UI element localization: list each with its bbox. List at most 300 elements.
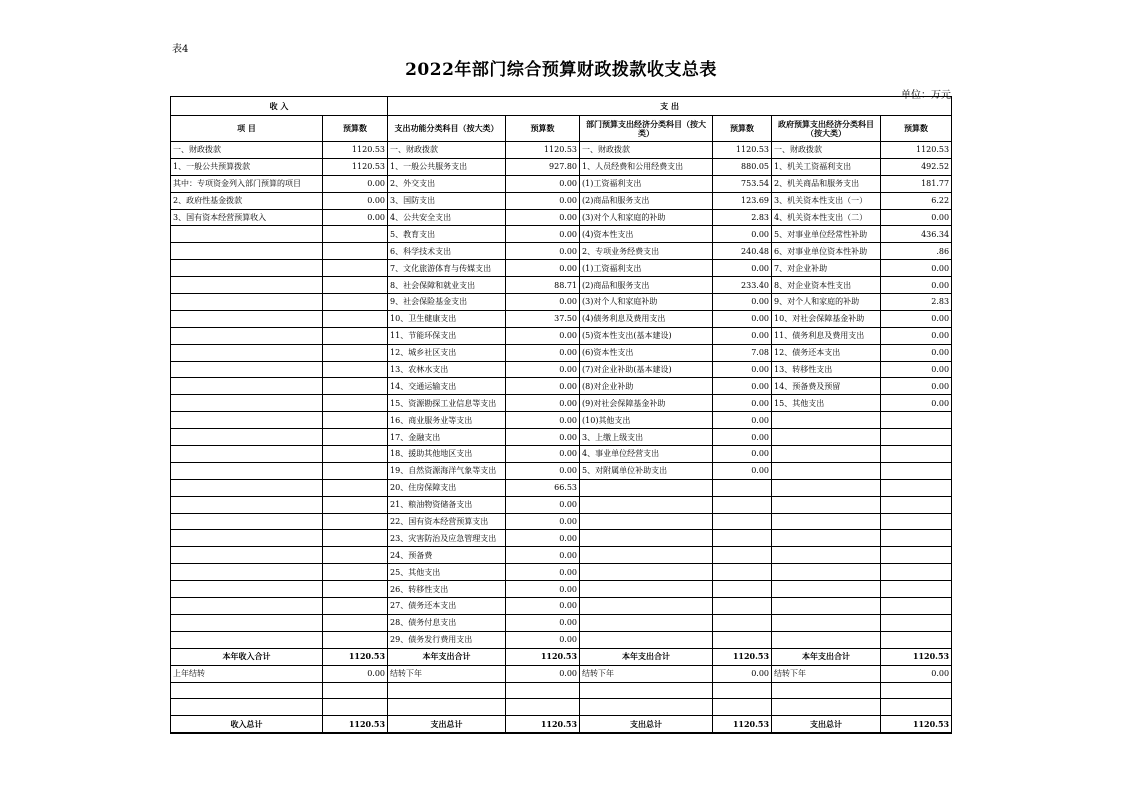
amount-cell: 0.00	[881, 395, 952, 412]
item-cell: 24、预备费	[388, 547, 506, 564]
amount-cell: 0.00	[506, 446, 580, 463]
amount-cell: 0.00	[881, 327, 952, 344]
amount-cell: 0.00	[881, 209, 952, 226]
amount-cell: 1120.53	[323, 716, 388, 733]
amount-cell: 0.00	[506, 378, 580, 395]
amount-cell	[323, 496, 388, 513]
item-cell: 2、机关商品和服务支出	[772, 175, 881, 192]
item-cell: 17、金融支出	[388, 429, 506, 446]
table-row	[171, 395, 952, 412]
amount-cell: 436.34	[881, 226, 952, 243]
amount-cell: 0.00	[506, 530, 580, 547]
item-cell	[171, 327, 323, 344]
column-header: 预算数	[506, 116, 580, 142]
table-row	[171, 564, 952, 581]
table-row	[171, 547, 952, 564]
item-cell: 1、人员经费和公用经费支出	[580, 158, 713, 175]
amount-cell: 0.00	[713, 429, 772, 446]
amount-cell: 0.00	[506, 294, 580, 311]
item-cell: (6)资本性支出	[580, 344, 713, 361]
table-row	[171, 581, 952, 598]
empty-cell	[506, 699, 580, 716]
amount-cell: 0.00	[506, 513, 580, 530]
item-cell: 21、粮油物资储备支出	[388, 496, 506, 513]
item-cell: 本年支出合计	[388, 648, 506, 665]
item-cell: (2)商品和服务支出	[580, 277, 713, 294]
table-row	[171, 192, 952, 209]
amount-cell: 1120.53	[713, 716, 772, 733]
amount-cell	[713, 547, 772, 564]
item-cell: (3)对个人和家庭的补助	[580, 209, 713, 226]
amount-cell	[323, 614, 388, 631]
empty-cell	[713, 682, 772, 699]
item-cell	[580, 479, 713, 496]
amount-cell: 1120.53	[506, 716, 580, 733]
amount-cell	[881, 614, 952, 631]
amount-cell: 0.00	[713, 412, 772, 429]
amount-cell: 0.00	[506, 243, 580, 260]
document-title: 2022年部门综合预算财政拨款收支总表	[405, 60, 717, 80]
column-header: 预算数	[881, 116, 952, 142]
amount-cell: 753.54	[713, 175, 772, 192]
item-cell	[171, 378, 323, 395]
amount-cell: 0.00	[881, 378, 952, 395]
column-header: 政府预算支出经济分类科目（按大类）	[772, 116, 881, 142]
amount-cell: 0.00	[713, 665, 772, 682]
amount-cell: 0.00	[713, 446, 772, 463]
item-cell: 收入总计	[171, 716, 323, 733]
item-cell: (9)对社会保障基金补助	[580, 395, 713, 412]
item-cell: 22、国有资本经营预算支出	[388, 513, 506, 530]
item-cell: 2、政府性基金拨款	[171, 192, 323, 209]
item-cell: (1)工资福利支出	[580, 260, 713, 277]
amount-cell	[323, 446, 388, 463]
item-cell: (2)商品和服务支出	[580, 192, 713, 209]
amount-cell: 0.00	[713, 395, 772, 412]
item-cell: 结转下年	[580, 665, 713, 682]
amount-cell: 0.00	[713, 462, 772, 479]
income-section-header: 收 入	[171, 97, 388, 116]
item-cell: 一、财政拨款	[388, 142, 506, 159]
item-cell: 10、对社会保障基金补助	[772, 310, 881, 327]
item-cell: 15、资源勘探工业信息等支出	[388, 395, 506, 412]
amount-cell: 0.00	[506, 412, 580, 429]
item-cell	[580, 530, 713, 547]
amount-cell: 7.08	[713, 344, 772, 361]
item-cell: 支出总计	[388, 716, 506, 733]
table-row	[171, 327, 952, 344]
item-cell: 10、卫生健康支出	[388, 310, 506, 327]
amount-cell: 0.00	[506, 547, 580, 564]
amount-cell: 181.77	[881, 175, 952, 192]
item-cell: 6、科学技术支出	[388, 243, 506, 260]
amount-cell	[323, 530, 388, 547]
amount-cell	[323, 226, 388, 243]
budget-summary-table	[170, 96, 952, 734]
column-header: 预算数	[323, 116, 388, 142]
amount-cell: 0.00	[323, 192, 388, 209]
item-cell	[772, 496, 881, 513]
item-cell	[171, 412, 323, 429]
item-cell	[772, 564, 881, 581]
item-cell: 18、援助其他地区支出	[388, 446, 506, 463]
item-cell: 3、机关资本性支出（一）	[772, 192, 881, 209]
amount-cell: 1120.53	[713, 142, 772, 159]
table-row	[171, 378, 952, 395]
expense-section-header: 支 出	[388, 97, 952, 116]
item-cell: 15、其他支出	[772, 395, 881, 412]
amount-cell	[323, 462, 388, 479]
amount-cell: 0.00	[881, 361, 952, 378]
item-cell	[171, 294, 323, 311]
item-cell	[171, 395, 323, 412]
amount-cell: 0.00	[881, 665, 952, 682]
table-row	[171, 631, 952, 648]
column-header-row	[171, 116, 952, 142]
item-cell: 4、公共安全支出	[388, 209, 506, 226]
table-row	[171, 361, 952, 378]
item-cell	[580, 564, 713, 581]
table-row	[171, 310, 952, 327]
item-cell	[772, 598, 881, 615]
amount-cell: 0.00	[506, 260, 580, 277]
empty-cell	[772, 682, 881, 699]
item-cell	[772, 581, 881, 598]
amount-cell	[881, 496, 952, 513]
amount-cell: 0.00	[881, 260, 952, 277]
amount-cell: 0.00	[881, 310, 952, 327]
item-cell: 11、节能环保支出	[388, 327, 506, 344]
amount-cell: 0.00	[881, 344, 952, 361]
table-row	[171, 243, 952, 260]
empty-cell	[323, 699, 388, 716]
amount-cell: 0.00	[323, 665, 388, 682]
amount-cell	[323, 310, 388, 327]
item-cell	[171, 614, 323, 631]
item-cell: 7、文化旅游体育与传媒支出	[388, 260, 506, 277]
item-cell: 4、机关资本性支出（二）	[772, 209, 881, 226]
amount-cell	[713, 631, 772, 648]
amount-cell: 37.50	[506, 310, 580, 327]
column-header: 预算数	[713, 116, 772, 142]
amount-cell	[713, 564, 772, 581]
amount-cell	[713, 479, 772, 496]
amount-cell	[323, 564, 388, 581]
table-row	[171, 513, 952, 530]
amount-cell	[881, 547, 952, 564]
amount-cell: 1120.53	[881, 716, 952, 733]
amount-cell	[881, 429, 952, 446]
item-cell: 结转下年	[388, 665, 506, 682]
item-cell	[580, 547, 713, 564]
item-cell: 5、教育支出	[388, 226, 506, 243]
amount-cell: 0.00	[506, 631, 580, 648]
item-cell: 一、财政拨款	[171, 142, 323, 159]
item-cell	[580, 581, 713, 598]
item-cell	[580, 513, 713, 530]
item-cell	[171, 479, 323, 496]
amount-cell: 0.00	[506, 209, 580, 226]
table-row	[171, 294, 952, 311]
column-header: 部门预算支出经济分类科目（按大类）	[580, 116, 713, 142]
amount-cell: 0.00	[506, 564, 580, 581]
grand-total-row	[171, 716, 952, 733]
item-cell	[772, 412, 881, 429]
item-cell: 29、债务发行费用支出	[388, 631, 506, 648]
amount-cell: 233.40	[713, 277, 772, 294]
amount-cell	[881, 479, 952, 496]
amount-cell	[323, 412, 388, 429]
item-cell: 一、财政拨款	[772, 142, 881, 159]
empty-cell	[388, 682, 506, 699]
item-cell: 3、上缴上级支出	[580, 429, 713, 446]
item-cell: 3、国有资本经营预算收入	[171, 209, 323, 226]
table-number-label: 表4	[172, 44, 189, 55]
amount-cell: 6.22	[881, 192, 952, 209]
table-row	[171, 142, 952, 159]
amount-cell: 1120.53	[881, 142, 952, 159]
item-cell	[772, 429, 881, 446]
amount-cell: 1120.53	[323, 158, 388, 175]
item-cell	[580, 496, 713, 513]
item-cell: 23、灾害防治及应急管理支出	[388, 530, 506, 547]
table-row	[171, 530, 952, 547]
table-row	[171, 260, 952, 277]
item-cell	[171, 631, 323, 648]
item-cell: 13、转移性支出	[772, 361, 881, 378]
item-cell: 4、事业单位经营支出	[580, 446, 713, 463]
amount-cell: 240.48	[713, 243, 772, 260]
blank-row	[171, 682, 952, 699]
amount-cell: 66.53	[506, 479, 580, 496]
amount-cell	[881, 462, 952, 479]
item-cell: 16、商业服务业等支出	[388, 412, 506, 429]
amount-cell: 123.69	[713, 192, 772, 209]
amount-cell: 0.00	[506, 327, 580, 344]
item-cell	[171, 344, 323, 361]
item-cell: 8、社会保障和就业支出	[388, 277, 506, 294]
empty-cell	[171, 699, 323, 716]
amount-cell	[881, 513, 952, 530]
item-cell: 11、债务利息及费用支出	[772, 327, 881, 344]
amount-cell: 0.00	[506, 581, 580, 598]
table-row	[171, 446, 952, 463]
amount-cell: 2.83	[881, 294, 952, 311]
amount-cell: 0.00	[506, 361, 580, 378]
amount-cell: 0.00	[881, 277, 952, 294]
amount-cell	[323, 395, 388, 412]
amount-cell	[881, 631, 952, 648]
amount-cell: 1120.53	[506, 142, 580, 159]
item-cell: 28、债务付息支出	[388, 614, 506, 631]
item-cell: 结转下年	[772, 665, 881, 682]
item-cell	[171, 530, 323, 547]
amount-cell	[713, 614, 772, 631]
item-cell	[580, 598, 713, 615]
table-row	[171, 277, 952, 294]
item-cell: (8)对企业补助	[580, 378, 713, 395]
amount-cell	[881, 412, 952, 429]
item-cell: 12、债务还本支出	[772, 344, 881, 361]
amount-cell: 0.00	[506, 462, 580, 479]
amount-cell	[881, 581, 952, 598]
item-cell	[171, 429, 323, 446]
item-cell: 支出总计	[772, 716, 881, 733]
table-row	[171, 614, 952, 631]
table-row	[171, 479, 952, 496]
amount-cell	[323, 479, 388, 496]
amount-cell: 0.00	[506, 344, 580, 361]
item-cell: 14、交通运输支出	[388, 378, 506, 395]
item-cell	[171, 547, 323, 564]
amount-cell: 0.00	[506, 395, 580, 412]
amount-cell: 0.00	[713, 260, 772, 277]
amount-cell: 927.80	[506, 158, 580, 175]
item-cell: 20、住房保障支出	[388, 479, 506, 496]
carry-over-row	[171, 665, 952, 682]
amount-cell	[323, 277, 388, 294]
empty-cell	[881, 682, 952, 699]
item-cell: 9、对个人和家庭的补助	[772, 294, 881, 311]
amount-cell	[881, 446, 952, 463]
item-cell: 27、债务还本支出	[388, 598, 506, 615]
item-cell: 1、机关工资福利支出	[772, 158, 881, 175]
amount-cell: 0.00	[506, 598, 580, 615]
amount-cell	[713, 581, 772, 598]
item-cell	[171, 310, 323, 327]
amount-cell	[323, 631, 388, 648]
table-row	[171, 496, 952, 513]
amount-cell	[323, 294, 388, 311]
column-header: 支出功能分类科目（按大类）	[388, 116, 506, 142]
item-cell	[772, 547, 881, 564]
item-cell: 本年支出合计	[580, 648, 713, 665]
item-cell	[772, 513, 881, 530]
amount-cell	[713, 598, 772, 615]
empty-cell	[171, 682, 323, 699]
table-row	[171, 158, 952, 175]
item-cell	[171, 496, 323, 513]
item-cell: (4)资本性支出	[580, 226, 713, 243]
amount-cell	[713, 513, 772, 530]
amount-cell	[881, 564, 952, 581]
empty-cell	[580, 682, 713, 699]
empty-cell	[388, 699, 506, 716]
amount-cell	[713, 496, 772, 513]
amount-cell: 0.00	[713, 378, 772, 395]
unit-label: 单位：万元	[901, 90, 951, 101]
item-cell: 8、对企业资本性支出	[772, 277, 881, 294]
amount-cell: 1120.53	[881, 648, 952, 665]
amount-cell	[323, 260, 388, 277]
item-cell: 13、农林水支出	[388, 361, 506, 378]
item-cell	[171, 243, 323, 260]
amount-cell: 1120.53	[506, 648, 580, 665]
column-header: 项 目	[171, 116, 323, 142]
amount-cell: 0.00	[506, 429, 580, 446]
item-cell: 12、城乡社区支出	[388, 344, 506, 361]
empty-cell	[580, 699, 713, 716]
item-cell: 一、财政拨款	[580, 142, 713, 159]
item-cell: 2、专项业务经费支出	[580, 243, 713, 260]
amount-cell	[881, 598, 952, 615]
item-cell: 2、外交支出	[388, 175, 506, 192]
item-cell	[772, 479, 881, 496]
item-cell	[171, 462, 323, 479]
item-cell: 5、对事业单位经常性补助	[772, 226, 881, 243]
item-cell: 3、国防支出	[388, 192, 506, 209]
item-cell: (10)其他支出	[580, 412, 713, 429]
item-cell: 本年收入合计	[171, 648, 323, 665]
amount-cell: 0.00	[713, 310, 772, 327]
item-cell: (7)对企业补助(基本建设)	[580, 361, 713, 378]
amount-cell: 88.71	[506, 277, 580, 294]
item-cell	[580, 631, 713, 648]
item-cell: 5、对附属单位补助支出	[580, 462, 713, 479]
item-cell	[171, 446, 323, 463]
item-cell: 上年结转	[171, 665, 323, 682]
table-row	[171, 175, 952, 192]
amount-cell: 0.00	[323, 175, 388, 192]
item-cell: (5)资本性支出(基本建设)	[580, 327, 713, 344]
amount-cell: 0.00	[506, 614, 580, 631]
amount-cell: .86	[881, 243, 952, 260]
amount-cell	[323, 547, 388, 564]
blank-row	[171, 699, 952, 716]
table-row	[171, 429, 952, 446]
item-cell: (4)债务利息及费用支出	[580, 310, 713, 327]
amount-cell: 0.00	[323, 209, 388, 226]
amount-cell: 0.00	[713, 327, 772, 344]
amount-cell	[713, 530, 772, 547]
item-cell	[171, 598, 323, 615]
item-cell	[171, 564, 323, 581]
amount-cell	[323, 327, 388, 344]
item-cell	[772, 446, 881, 463]
item-cell: 其中：专项资金列入部门预算的项目	[171, 175, 323, 192]
item-cell	[171, 513, 323, 530]
item-cell	[171, 361, 323, 378]
amount-cell	[323, 361, 388, 378]
amount-cell	[323, 429, 388, 446]
table-row	[171, 209, 952, 226]
amount-cell	[323, 243, 388, 260]
amount-cell	[881, 530, 952, 547]
subtotal-row	[171, 648, 952, 665]
item-cell	[772, 530, 881, 547]
item-cell: 7、对企业补助	[772, 260, 881, 277]
item-cell	[772, 614, 881, 631]
item-cell	[772, 631, 881, 648]
amount-cell: 0.00	[506, 496, 580, 513]
item-cell: 本年支出合计	[772, 648, 881, 665]
item-cell: 9、社会保险基金支出	[388, 294, 506, 311]
item-cell	[171, 226, 323, 243]
item-cell: 19、自然资源海洋气象等支出	[388, 462, 506, 479]
empty-cell	[881, 699, 952, 716]
amount-cell	[323, 598, 388, 615]
item-cell: 14、预备费及预留	[772, 378, 881, 395]
amount-cell	[323, 344, 388, 361]
amount-cell: 1120.53	[713, 648, 772, 665]
amount-cell: 0.00	[506, 665, 580, 682]
item-cell: 1、一般公共预算拨款	[171, 158, 323, 175]
item-cell	[580, 614, 713, 631]
empty-cell	[772, 699, 881, 716]
table-row	[171, 462, 952, 479]
item-cell: 26、转移性支出	[388, 581, 506, 598]
table-row	[171, 226, 952, 243]
